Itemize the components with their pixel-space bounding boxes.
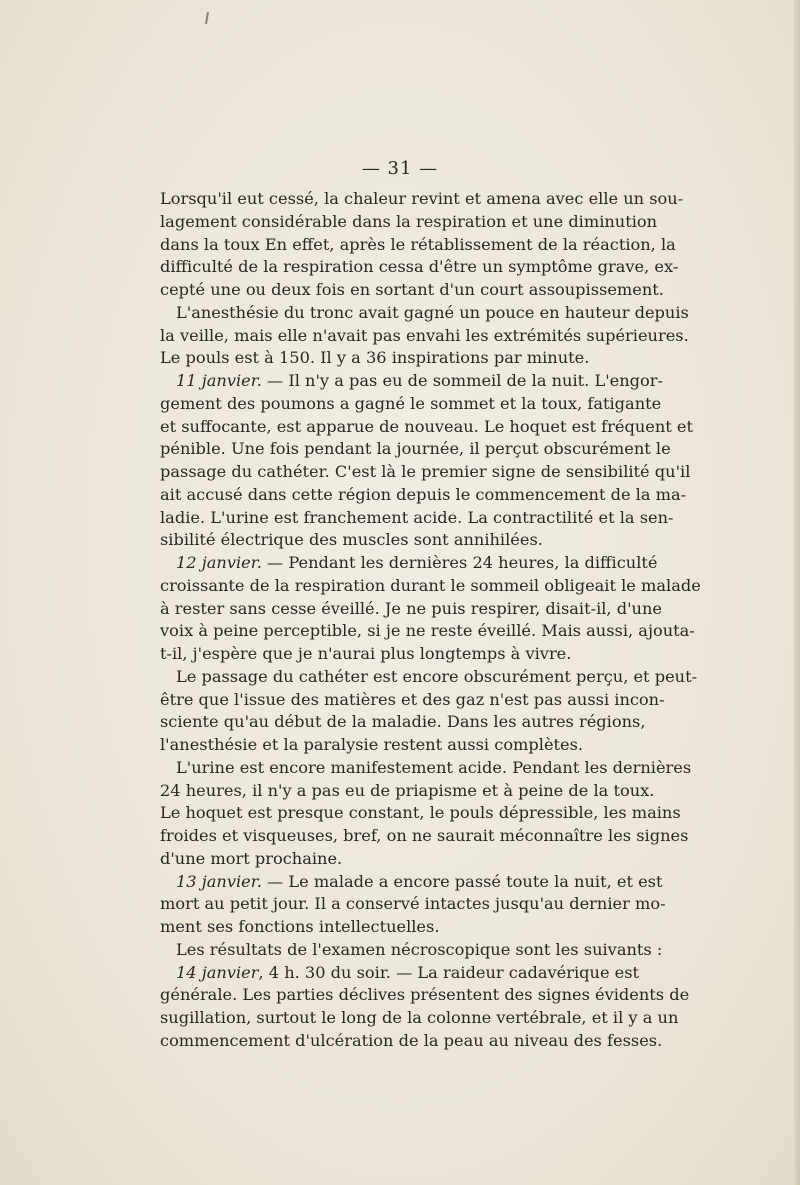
line-text: — Il n'y a pas eu de sommeil de la nuit. L'engor- [261, 371, 663, 390]
line-text: difficulté de la respiration cessa d'être un symptôme grave, ex- [160, 257, 679, 277]
text-line [160, 575, 701, 598]
text-line [160, 256, 679, 279]
line-text: froides et visqueuses, bref, on ne saurait méconnaître les signes [160, 826, 689, 845]
text-line [160, 916, 638, 939]
line-text: sibilité électrique des muscles sont annihilées. [160, 530, 543, 550]
text-line [160, 734, 638, 757]
line-text: gement des poumons a gagné le sommet et la toux, fatigante [160, 393, 662, 413]
date-label: 11 janvier. [176, 371, 262, 390]
text-line [160, 211, 658, 234]
line-text: t-il, j'espère que je n'aurai plus longtemps à vivre. [160, 644, 572, 663]
text-line [160, 234, 676, 257]
text-line [160, 825, 689, 848]
line-text: — Pendant les dernières 24 heures, la difficulté [261, 553, 658, 572]
text-line [160, 666, 698, 689]
text-line [160, 962, 638, 985]
line-text: générale. Les parties déclives présentent des signes évidents de [160, 985, 690, 1005]
text-line [160, 939, 663, 962]
date-label: 12 janvier. [176, 553, 262, 572]
line-text: Le hoquet est presque constant, le pouls dépressible, les mains [160, 803, 681, 823]
line-text: Le passage du cathéter est encore obscurément perçu, et peut- [176, 666, 698, 686]
date-label: 14 janvier [176, 962, 259, 982]
line-text: Lorsqu'il eut cessé, la chaleur revint et amena avec elle un sou- [160, 189, 684, 208]
text-line [160, 484, 687, 507]
line-text: L'urine est encore manifestement acide. Pendant les dernières [176, 757, 692, 777]
line-text: commencement d'ulcération de la peau au niveau des fesses. [160, 1030, 663, 1050]
line-text: croissante de la respiration durant le sommeil obligeait le malade [160, 575, 701, 595]
text-line [160, 848, 638, 871]
text-line [160, 643, 638, 666]
line-text: lagement considérable dans la respiration et une diminution [160, 211, 658, 231]
line-text: cepté une ou deux fois en sortant d'un court assoupissement. [160, 280, 664, 299]
line-text: d'une mort prochaine. [160, 848, 343, 868]
text-line [160, 438, 671, 461]
page-number: — 31 — [361, 158, 439, 179]
line-text: passage du cathéter. C'est là le premier signe de sensibilité qu'il [160, 462, 691, 481]
text-line [160, 325, 689, 348]
text-line [160, 302, 689, 325]
text-line [160, 871, 663, 894]
line-text: être que l'issue des matières et des gaz n'est pas aussi incon- [160, 689, 665, 709]
text-line [160, 461, 691, 484]
text-line [160, 416, 693, 439]
text-line [160, 984, 690, 1007]
text-line [160, 689, 665, 712]
line-text: pénible. Une fois pendant la journée, il perçut obscurément le [160, 439, 671, 459]
line-text: ladie. L'urine est franchement acide. La contractilité et la sen- [160, 507, 674, 527]
text-line [160, 711, 646, 734]
text-line [160, 529, 638, 552]
text-line [160, 893, 666, 916]
line-text: Les résultats de l'examen nécroscopique sont les suivants : [176, 939, 663, 959]
text-line [160, 802, 681, 825]
text-line [160, 393, 662, 416]
text-line [160, 780, 655, 803]
text-line [160, 1007, 679, 1030]
text-line [160, 279, 664, 302]
pencil-mark [205, 12, 209, 24]
text-line [160, 188, 684, 211]
line-text: mort au petit jour. Il a conservé intactes jusqu'au dernier mo- [160, 894, 666, 914]
line-text: l'anesthésie et la paralysie restent aussi complètes. [160, 735, 584, 754]
line-text: et suffocante, est apparue de nouveau. Le hoquet est fréquent et [160, 416, 693, 436]
text-line [160, 598, 662, 621]
line-text: voix à peine perceptible, si je ne reste éveillé. Mais aussi, ajouta- [160, 621, 695, 641]
text-line [160, 620, 695, 643]
line-text: la veille, mais elle n'avait pas envahi les extrémités supérieures. [160, 325, 689, 345]
text-line [160, 347, 638, 370]
line-text: 24 heures, il n'y a pas eu de priapisme et à peine de la toux. [160, 780, 655, 800]
line-text: L'anesthésie du tronc avait gagné un pouce en hauteur depuis [176, 302, 689, 322]
line-text: ment ses fonctions intellectuelles. [160, 917, 440, 936]
line-text: sugillation, surtout le long de la colonne vertébrale, et il y a un [160, 1008, 679, 1027]
line-text: , 4 h. 30 du soir. — La raideur cadavérique est [258, 962, 640, 982]
text-line [160, 1030, 663, 1053]
text-line [160, 552, 658, 575]
line-text: ait accusé dans cette région depuis le commencement de la ma- [160, 484, 687, 504]
text-line [160, 370, 663, 393]
text-line [160, 757, 692, 780]
line-text: Le pouls est à 150. Il y a 36 inspirations par minute. [160, 348, 590, 368]
line-text: sciente qu'au début de la maladie. Dans les autres régions, [160, 712, 646, 732]
date-label: 13 janvier. [176, 871, 262, 891]
body-text [160, 188, 701, 1053]
line-text: dans la toux En effet, après le rétablissement de la réaction, la [160, 234, 676, 254]
line-text: — Le malade a encore passé toute la nuit, et est [261, 871, 663, 891]
text-line [160, 507, 674, 530]
line-text: à rester sans cesse éveillé. Je ne puis respirer, disait-il, d'une [160, 598, 662, 618]
